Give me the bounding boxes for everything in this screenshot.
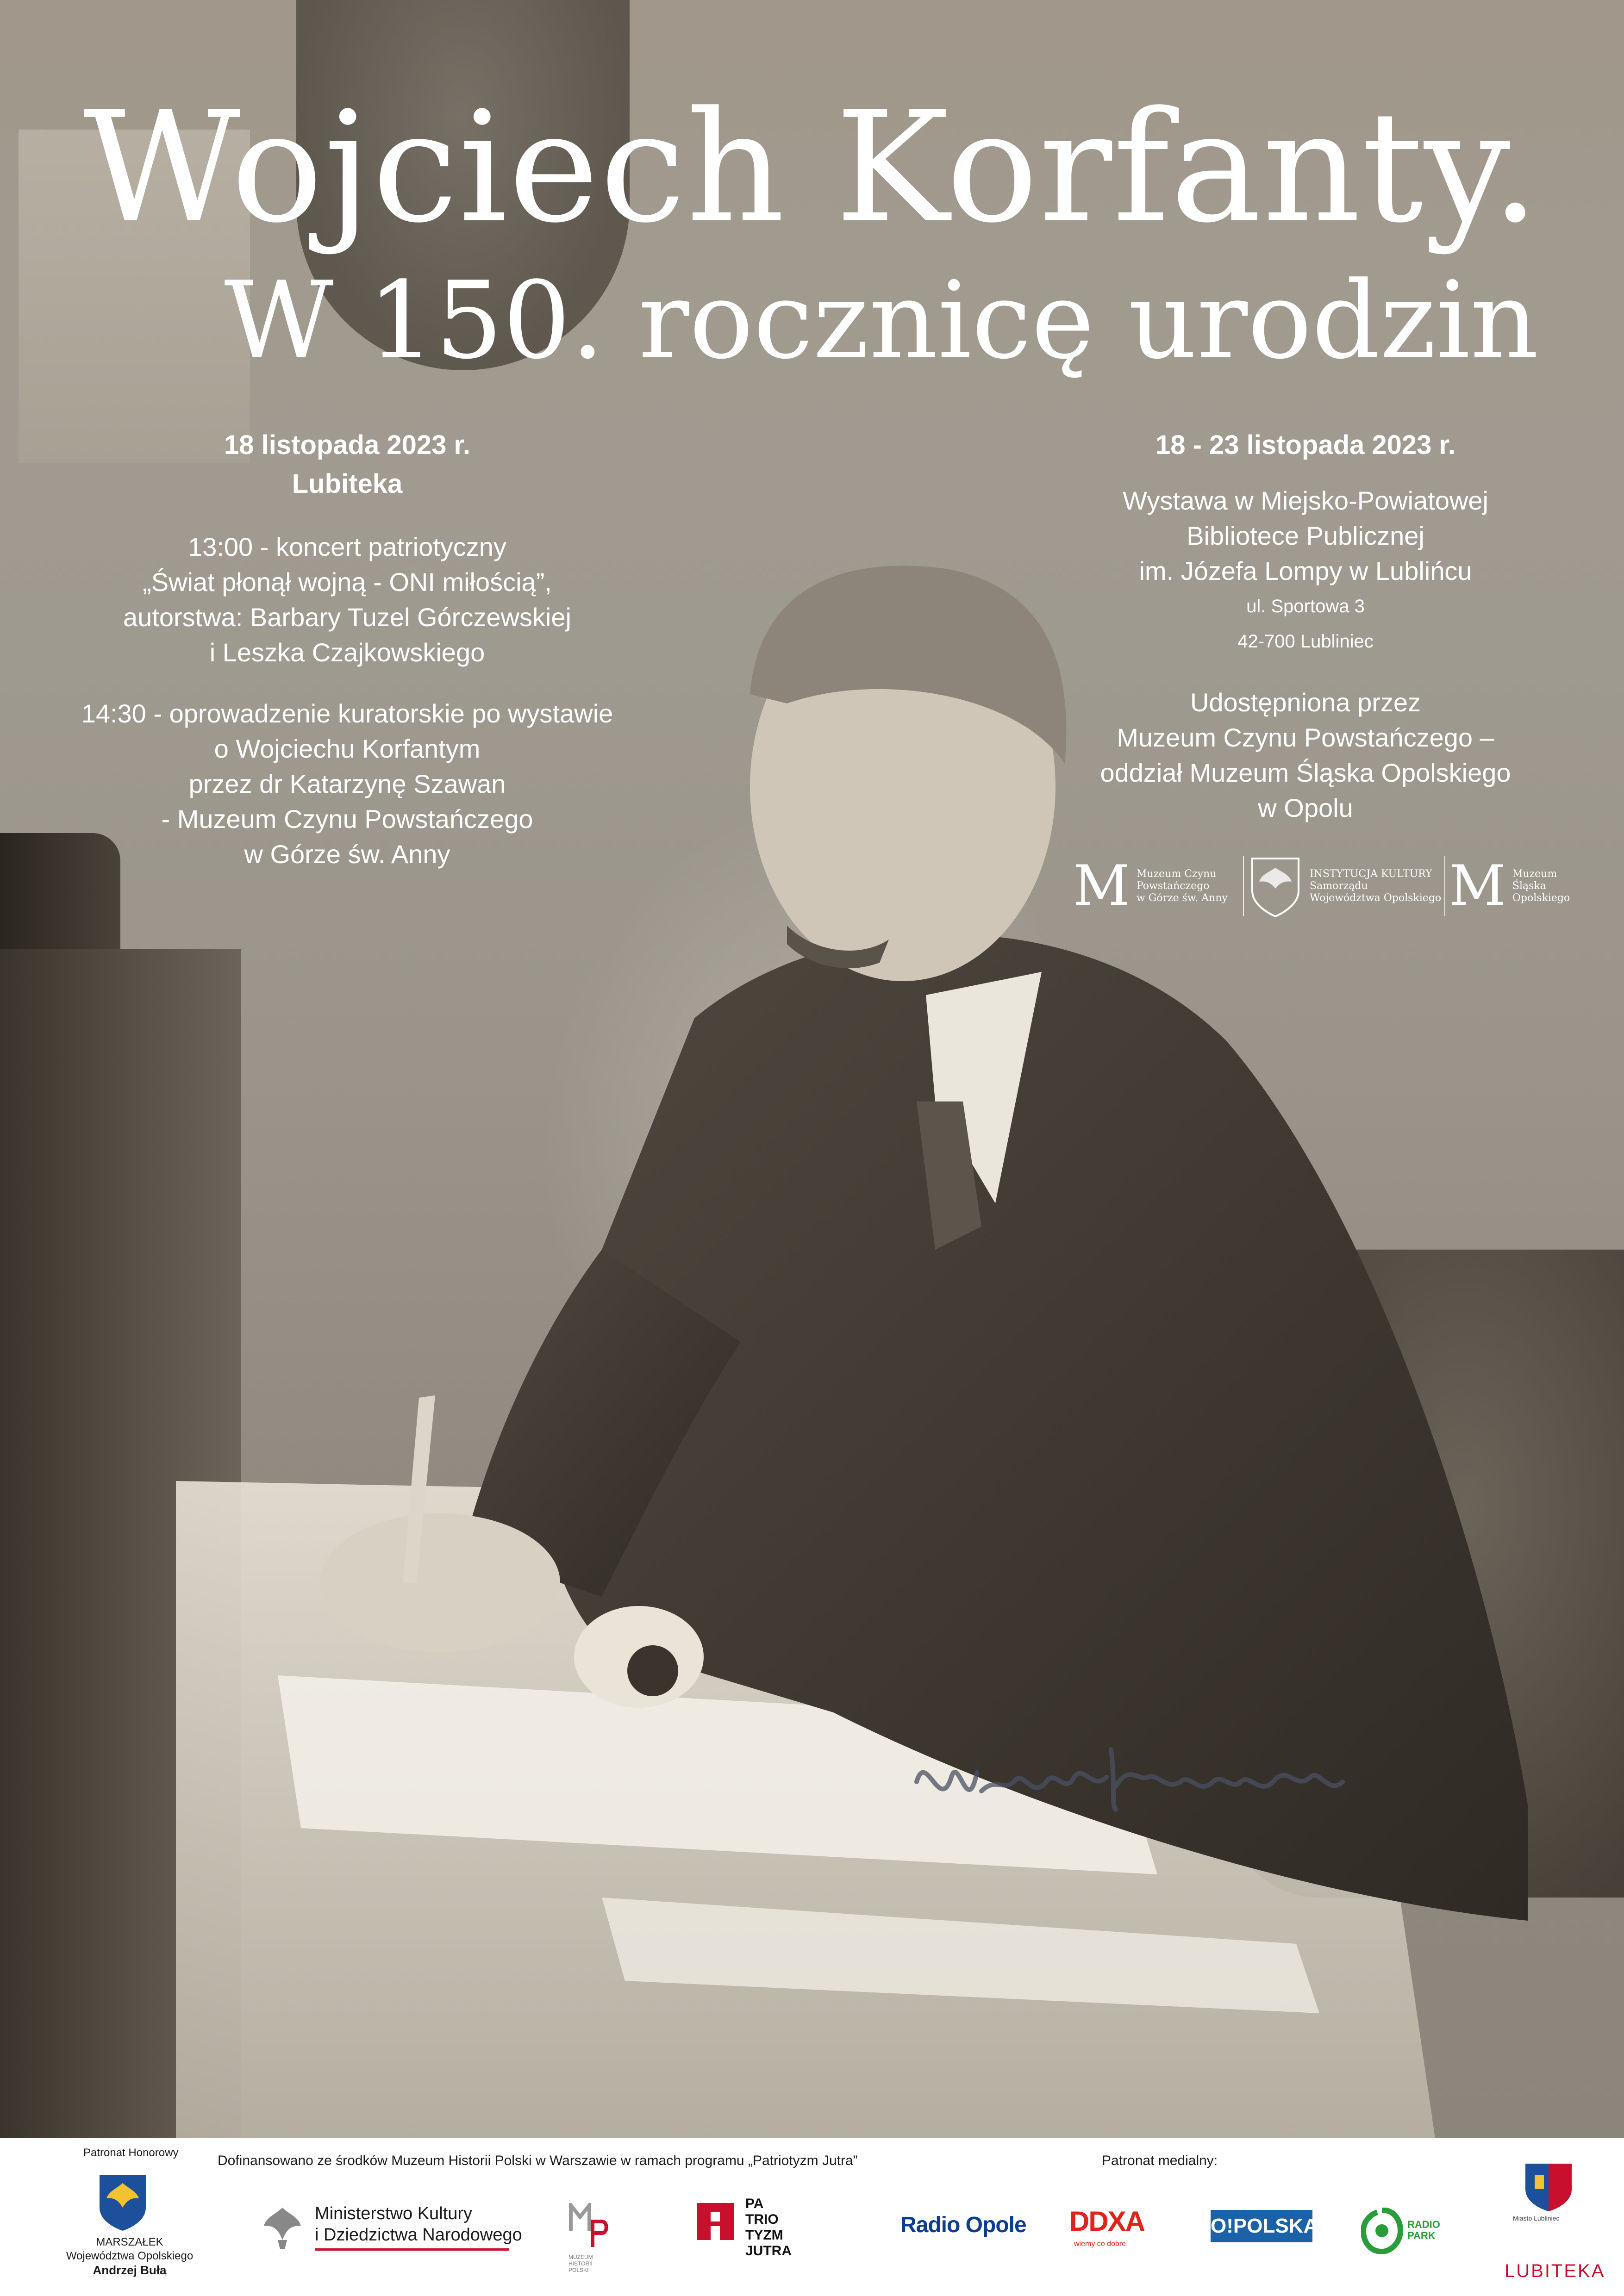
provided-by-line: Udostępniona przez [1190,688,1421,717]
marszalek-name: Andrzej Buła [93,2263,167,2277]
marszalek-title: MARSZAŁEK [96,2236,163,2248]
event2-line: - Muzeum Czynu Powstańczego [161,804,533,834]
marszalek-block [51,2235,208,2278]
ministerstwo-line-1: Ministerstwo Kultury [315,2204,472,2223]
nto-logo: O!POLSKA [1211,2210,1312,2242]
opolskie-crest-icon [97,2173,148,2233]
event1-line: „Świat płonął wojną - ONI miłością”, [143,567,552,597]
institution-label: INSTYTUCJA KULTURY Samorządu Województwa Opolskiego [1310,868,1442,904]
title-line-1: Wojciech Korfanty. [83,79,1541,256]
right-column-exhibition [1074,426,1537,826]
ministerstwo-logo-text [315,2203,522,2246]
right-date: 18 - 23 listopada 2023 r. [1155,430,1456,460]
miasto-label: Miasto Lubliniec [1513,2215,1560,2222]
radio-90-logo: DDXA [1069,2206,1145,2237]
patronat-medialny-label: Patronat medialny: [1102,2153,1218,2168]
provided-by-line: w Opolu [1258,793,1353,822]
event2-line: w Górze św. Anny [244,840,450,869]
title-line-2: W 150. rocznicę urodzin [224,259,1539,383]
patriotyzm-jutra-label: PA TRIO TYZM JUTRA [745,2196,792,2259]
lubiteka-logo: LUBITEKA [1505,2261,1605,2281]
event1-line: 13:00 - koncert patriotyczny [188,532,506,561]
event2-line: przez dr Katarzynę Szawan [188,769,506,798]
polish-eagle-icon [259,2203,306,2254]
museum-slaska-logo [1449,852,1570,921]
ministerstwo-red-line [315,2248,509,2251]
patronat-honorowy-label: Patronat Honorowy [83,2147,179,2159]
exhibition-line: im. Józefa Lompy w Lublińcu [1139,556,1472,585]
left-date: 18 listopada 2023 r. [224,430,470,460]
mhp-label: MUZEUM HISTORII POLSKI [568,2254,593,2273]
museum-czynu-label: Muzeum Czynu Powstańczego w Górze św. Anny [1136,868,1228,904]
event2-line: 14:30 - oprowadzenie kuratorskie po wystawie [81,699,613,728]
left-column-program [56,426,639,872]
dofinansowano-text: Dofinansowano ze środków Muzeum Historii Polski w Warszawie w ramach programu „Patriotyzm Jutra” [218,2153,858,2168]
museum-slaska-label: Muzeum Śląska Opolskiego [1512,868,1570,904]
exhibition-line: Bibliotece Publicznej [1187,521,1424,550]
partner-logos [1065,852,1620,926]
footer [0,2138,1624,2296]
left-place: Lubiteka [292,469,403,499]
institution-logo [1248,852,1441,921]
provided-by-line: Muzeum Czynu Powstańczego – [1117,723,1494,752]
radio-park-label: RADIO PARK [1407,2219,1440,2241]
signature-wojciech-korfanty [907,1722,1370,1851]
museum-czynu-logo [1073,852,1228,921]
event2-line: o Wojciechu Korfantym [214,734,481,763]
event1-line: i Leszka Czajkowskiego [209,638,485,667]
exhibition-line: Wystawa w Miejsko-Powiatowej [1123,486,1488,515]
patriotyzm-jutra-icon [692,2198,738,2245]
ministerstwo-line-2: i Dziedzictwa Narodowego [315,2225,522,2245]
museum-m-icon: M [1073,854,1130,918]
museum-m-icon: M [1449,854,1506,918]
lubliniec-crest-icon [1523,2161,1574,2212]
mhp-logo-icon [568,2203,610,2249]
radio-park-icon [1361,2208,1403,2254]
address-line: 42-700 Lubliniec [1237,631,1374,652]
eagle-crest-icon [1248,854,1303,919]
provided-by-line: oddział Muzeum Śląska Opolskiego [1100,758,1511,787]
marszalek-sub: Województwa Opolskiego [66,2250,194,2262]
event1-line: autorstwa: Barbary Tuzel Górczewskiej [123,603,571,632]
radio-opole-logo: Radio Opole [900,2213,1026,2237]
address-line: ul. Sportowa 3 [1246,596,1365,616]
radio-90-sub: wiemy co dobre [1074,2240,1126,2248]
